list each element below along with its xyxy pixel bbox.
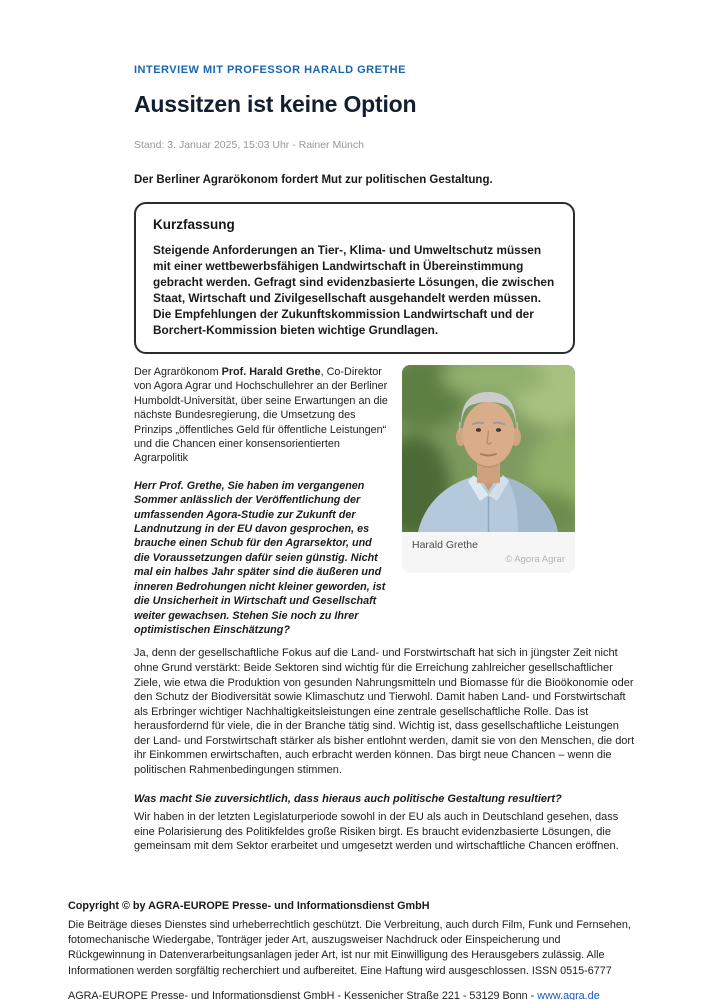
photo-caption: Harald Grethe xyxy=(412,539,478,551)
article-meta: Stand: 3. Januar 2025, 15:03 Uhr - Rainer Münch xyxy=(134,139,364,151)
footer-legal: Die Beiträge dieses Dienstes sind urheberrechtlich geschützt. Die Verbreitung, auch durch Film, Funk und Fernsehen, fotomechanische Wiedergabe, Tonträger jeder Art, auszugsweiser Nachdruck oder Einspeicherung und Rückgewinnung in Datenverarbeitungsanlagen jeder Art, ist nur mit Einwilligung des Herausgebers zulässig. Alle Informationen werden sorgfältig recherchiert und aufbereitet. Eine Haftung wird ausgeschlossen. ISSN 0515-6777 xyxy=(68,919,631,977)
footer-copyright: Copyright © by AGRA-EUROPE Presse- und Informationsdienst GmbH xyxy=(68,900,430,913)
article-lead: Der Berliner Agrarökonom fordert Mut zur politischen Gestaltung. xyxy=(134,174,493,186)
footer xyxy=(68,900,634,1000)
intro-text-column xyxy=(134,365,390,637)
intro-paragraph xyxy=(134,365,390,466)
portrait-illustration xyxy=(402,365,575,532)
portrait-figure xyxy=(402,365,575,573)
intro-person-name: Prof. Harald Grethe xyxy=(221,366,321,378)
interview-answer-2: Wir haben in der letzten Legislaturperiode sowohl in der EU als auch in Deutschland gesehen, dass eine Polarisierung des Politikfeldes große Risiken birgt. Es braucht evidenzbasierte Lösungen, die gemeinsam mit dem Sektor erarbeitet und umgesetzt werden und wirtschaftliche Chancen eröffnen. xyxy=(134,811,619,853)
category-eyebrow: INTERVIEW MIT PROFESSOR HARALD GRETHE xyxy=(134,64,406,76)
photo-caption-bar xyxy=(402,532,575,573)
summary-box xyxy=(134,202,575,354)
footer-address xyxy=(68,990,634,1000)
photo-credit: © Agora Agrar xyxy=(505,554,565,565)
interview-question-1: Herr Prof. Grethe, Sie haben im vergangenen Sommer anlässlich der Veröffentlichung der umfassenden Agora-Studie zur Zukunft der Landnutzung in der EU davon gesprochen, es brauche einen Schub für den Agrarsektor, und die Voraussetzungen dafür seien günstig. Nicht mal ein halbes Jahr später sind die äußeren und inneren Bedrohungen nicht kleiner geworden, ist die Unsicherheit in Wirtschaft und Gesellschaft weiter gewachsen. Stehen Sie noch zu Ihrer optimistischen Einschätzung? xyxy=(134,479,386,636)
footer-address-text: AGRA-EUROPE Presse- und Informationsdienst GmbH - Kessenicher Straße 221 - 53129 Bonn - xyxy=(68,989,538,1000)
portrait-photo xyxy=(402,365,575,532)
summary-body: Steigende Anforderungen an Tier-, Klima- und Umweltschutz müssen mit einer wettbewerbsfähigen Landwirtschaft in Übereinstimmung gebracht werden. Gefragt sind evidenzbasierte Lösungen, die zwischen Staat, Wirtschaft und Zivilgesellschaft ausgehandelt werden müssen. Die Empfehlungen der Zukunftskommission Landwirtschaft und der Borchert-Kommission bieten wichtige Grundlagen. xyxy=(153,243,555,337)
article-content xyxy=(134,0,636,854)
summary-heading: Kurzfassung xyxy=(153,217,235,232)
intro-prefix: Der Agrarökonom xyxy=(134,366,222,378)
intro-rest: , Co-Direktor von Agora Agrar und Hochschullehrer an der Berliner Humboldt-Universität, über seine Erwartungen an die nächste Bundesregierung, die Umsetzung des Prinzips „öffentliches Geld für öffentliche Leistungen“ und die Chancen einer konsensorientierten Agrarpolitik xyxy=(134,366,388,465)
agra-website-link[interactable]: www.agra.de xyxy=(537,989,600,1000)
intro-section xyxy=(134,365,636,637)
page-title: Aussitzen ist keine Option xyxy=(134,91,417,117)
interview-answer-1: Ja, denn der gesellschaftliche Fokus auf die Land- und Forstwirtschaft hat sich in jüngster Zeit nicht ohne Grund verstärkt: Beide Sektoren sind wichtig für die Erreichung zahlreicher gesellschaftlicher Ziele, wie etwa die Produktion von gesunden Nahrungsmitteln und Biomasse für die Bioökonomie oder den Schutz der Biodiversität sowie Klimaschutz und Tierwohl. Damit haben Land- und Forstwirtschaft als Erbringer wichtiger Nachhaltigkeitsleistungen eine zentrale gesellschaftliche Rolle. Das ist herausfordernd für viele, die in der Branche tätig sind. Wichtig ist, dass gesellschaftliche Leistungen der Land- und Forstwirtschaft stärker als bisher entlohnt werden, damit sie von den Menschen, die dort ihr Einkommen erwirtschaften, auch erbracht werden können. Das birgt neue Chancen – wenn die politischen Rahmenbedingungen stimmen. xyxy=(134,647,635,777)
interview-question-2: Was macht Sie zuversichtlich, dass hieraus auch politische Gestaltung resultiert? xyxy=(134,792,562,805)
